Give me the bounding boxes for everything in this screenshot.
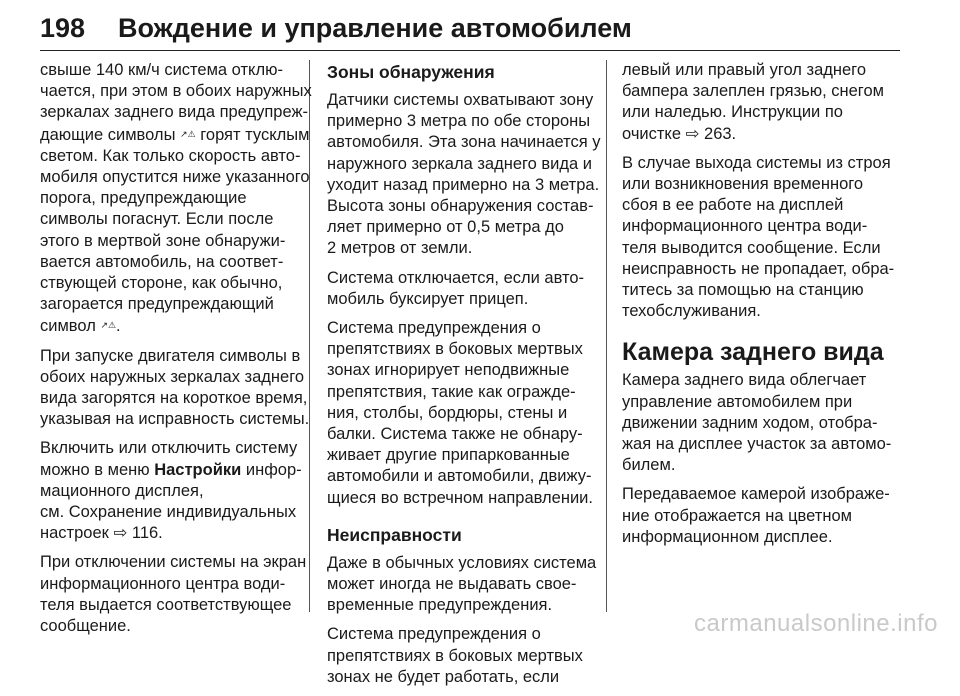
section-heading-malfunctions: Неисправности [327, 524, 462, 545]
text-line: информационного центра води- [622, 217, 868, 236]
watermark: carmanualsonline.info [694, 610, 938, 637]
text-line: мационного дисплея, [40, 481, 204, 500]
text-line: Система отключается, если авто- [327, 268, 585, 287]
paragraph [327, 318, 597, 509]
page-number: 198 [40, 13, 86, 43]
paragraph [40, 346, 310, 431]
paragraph [327, 553, 597, 617]
paragraph [40, 438, 310, 544]
paragraph [40, 552, 310, 637]
text-line: или наледью. Инструкции по [622, 103, 843, 122]
text-line: теля выдается соответствующее [40, 595, 292, 614]
page-reference-link[interactable]: 263. [704, 124, 737, 143]
text-line: автомобиля. Эта зона начинается у [327, 133, 601, 152]
paragraph [622, 60, 892, 145]
text-line: см. Сохранение индивидуальных [40, 503, 297, 522]
text-line: неисправность не пропадает, обра- [622, 259, 895, 278]
text-line: Камера заднего вида облегчает [622, 371, 867, 390]
text-line: балки. Система также не обнару- [327, 425, 583, 444]
paragraph [622, 484, 892, 548]
paragraph [40, 60, 310, 338]
text-line: примерно 3 метра по обе стороны [327, 112, 591, 131]
text-line: очистке ⇨ 263. [622, 124, 737, 143]
text-line: Передаваемое камерой изображе- [622, 485, 890, 504]
text-line: Даже в обычных условиях система [327, 553, 597, 572]
section-heading-rear-camera: Камера заднего вида [622, 338, 884, 367]
paragraph [327, 268, 597, 310]
text-line: живает другие припаркованные [327, 446, 570, 465]
column-2 [327, 60, 601, 696]
text-line: вида загорятся на короткое время, [40, 389, 308, 408]
text-line: информационного центра води- [40, 574, 286, 593]
text-line: обоих наружных зеркалах заднего [40, 367, 305, 386]
text-line: ния, столбы, бордюры, стены и [327, 403, 568, 422]
text-line: символы погаснут. Если после [40, 210, 274, 229]
text-line: светом. Как только скорость авто- [40, 146, 301, 165]
column-divider [606, 60, 607, 612]
text-line: Система предупреждения о [327, 625, 541, 644]
text-line: При запуске двигателя символы в [40, 346, 301, 365]
text-line: настроек ⇨ 116. [40, 524, 163, 543]
text-line: Система предупреждения о [327, 319, 541, 338]
text-line: указывая на исправность системы. [40, 410, 310, 429]
text-line: В случае выхода системы из строя [622, 153, 891, 172]
text-line: порога, предупреждающие [40, 189, 247, 208]
text-line: загорается предупреждающий [40, 295, 274, 314]
text-line: зеркалах заднего вида предупреж- [40, 103, 309, 122]
text-line: препятствиях в боковых мертвых [327, 340, 583, 359]
text-line: ляет примерно от 0,5 метра до [327, 218, 564, 237]
text-line: дающие символы ↗⚠ горят тусклым [40, 125, 310, 144]
paragraph [622, 153, 895, 323]
paragraph [622, 370, 892, 476]
text-line: бампера залеплен грязью, снегом [622, 82, 884, 101]
text-line: мобиль буксирует прицеп. [327, 289, 529, 308]
page-header [40, 8, 900, 48]
paragraph [327, 624, 597, 688]
text-line: билем. [622, 456, 676, 475]
text-line: зонах не будет работать, если [327, 667, 560, 686]
text-line: уходит назад примерно на 3 метра. [327, 175, 600, 194]
text-line: щиеся во встречном направлении. [327, 488, 593, 507]
text-line: может иногда не выдавать свое- [327, 575, 577, 594]
text-line: левый или правый угол заднего [622, 61, 867, 79]
text-line: временные предупреждения. [327, 596, 553, 615]
text-line: свыше 140 км/ч система отклю- [40, 61, 283, 79]
text-line: препятствия, такие как огражде- [327, 382, 576, 401]
page-reference-arrow-icon: ⇨ [113, 524, 128, 543]
text-line: сбоя в ее работе на дисплей [622, 196, 844, 215]
text-line: сообщение. [40, 617, 131, 636]
text-line: движении задним ходом, отобра- [622, 413, 878, 432]
text-line: теля выводится сообщение. Если [622, 238, 881, 257]
text-line: Датчики системы охватывают зону [327, 91, 594, 109]
text-line: управление автомобилем при [622, 392, 853, 411]
header-divider [40, 50, 900, 51]
text-line: можно в меню Настройки инфор- [40, 460, 302, 479]
text-line: или возникновения временного [622, 175, 864, 194]
blind-spot-warning-icon: ↗⚠ [100, 320, 117, 331]
column-3 [622, 60, 895, 556]
text-line: техобслуживания. [622, 302, 761, 321]
text-line: символ ↗⚠. [40, 317, 121, 336]
text-line: наружного зеркала заднего вида и [327, 154, 592, 173]
text-line: Включить или отключить систему [40, 439, 298, 458]
text-line: жая на дисплее участок за автомо- [622, 435, 892, 454]
text-line: При отключении системы на экран [40, 553, 307, 572]
paragraph [327, 90, 601, 260]
text-line: ние отображается на цветном [622, 506, 852, 525]
text-line: препятствиях в боковых мертвых [327, 646, 583, 665]
text-line: Высота зоны обнаружения состав- [327, 197, 594, 216]
page-reference-arrow-icon: ⇨ [685, 124, 700, 143]
settings-menu-term: Настройки [154, 460, 242, 479]
page-title: Вождение и управление автомобилем [118, 13, 632, 43]
text-line: титесь за помощью на станцию [622, 281, 864, 300]
text-line: вается автомобиль, на соответ- [40, 252, 284, 271]
page-reference-link[interactable]: 116. [131, 524, 163, 543]
text-line: автомобили и автомобили, движу- [327, 467, 592, 486]
text-line: ствующей стороне, как обычно, [40, 274, 283, 293]
blind-spot-warning-icon: ↗⚠ [180, 128, 196, 139]
column-1 [40, 60, 310, 645]
text-line: зонах игнорирует неподвижные [327, 361, 570, 380]
text-line: 2 метров от земли. [327, 239, 473, 258]
section-heading-detection-zones: Зоны обнаружения [327, 62, 495, 82]
text-line: этого в мертвой зоне обнаружи- [40, 231, 286, 250]
text-line: информационном дисплее. [622, 527, 833, 546]
text-line: чается, при этом в обоих наружных [40, 82, 312, 101]
text-line: мобиля опустится ниже указанного [40, 168, 310, 187]
